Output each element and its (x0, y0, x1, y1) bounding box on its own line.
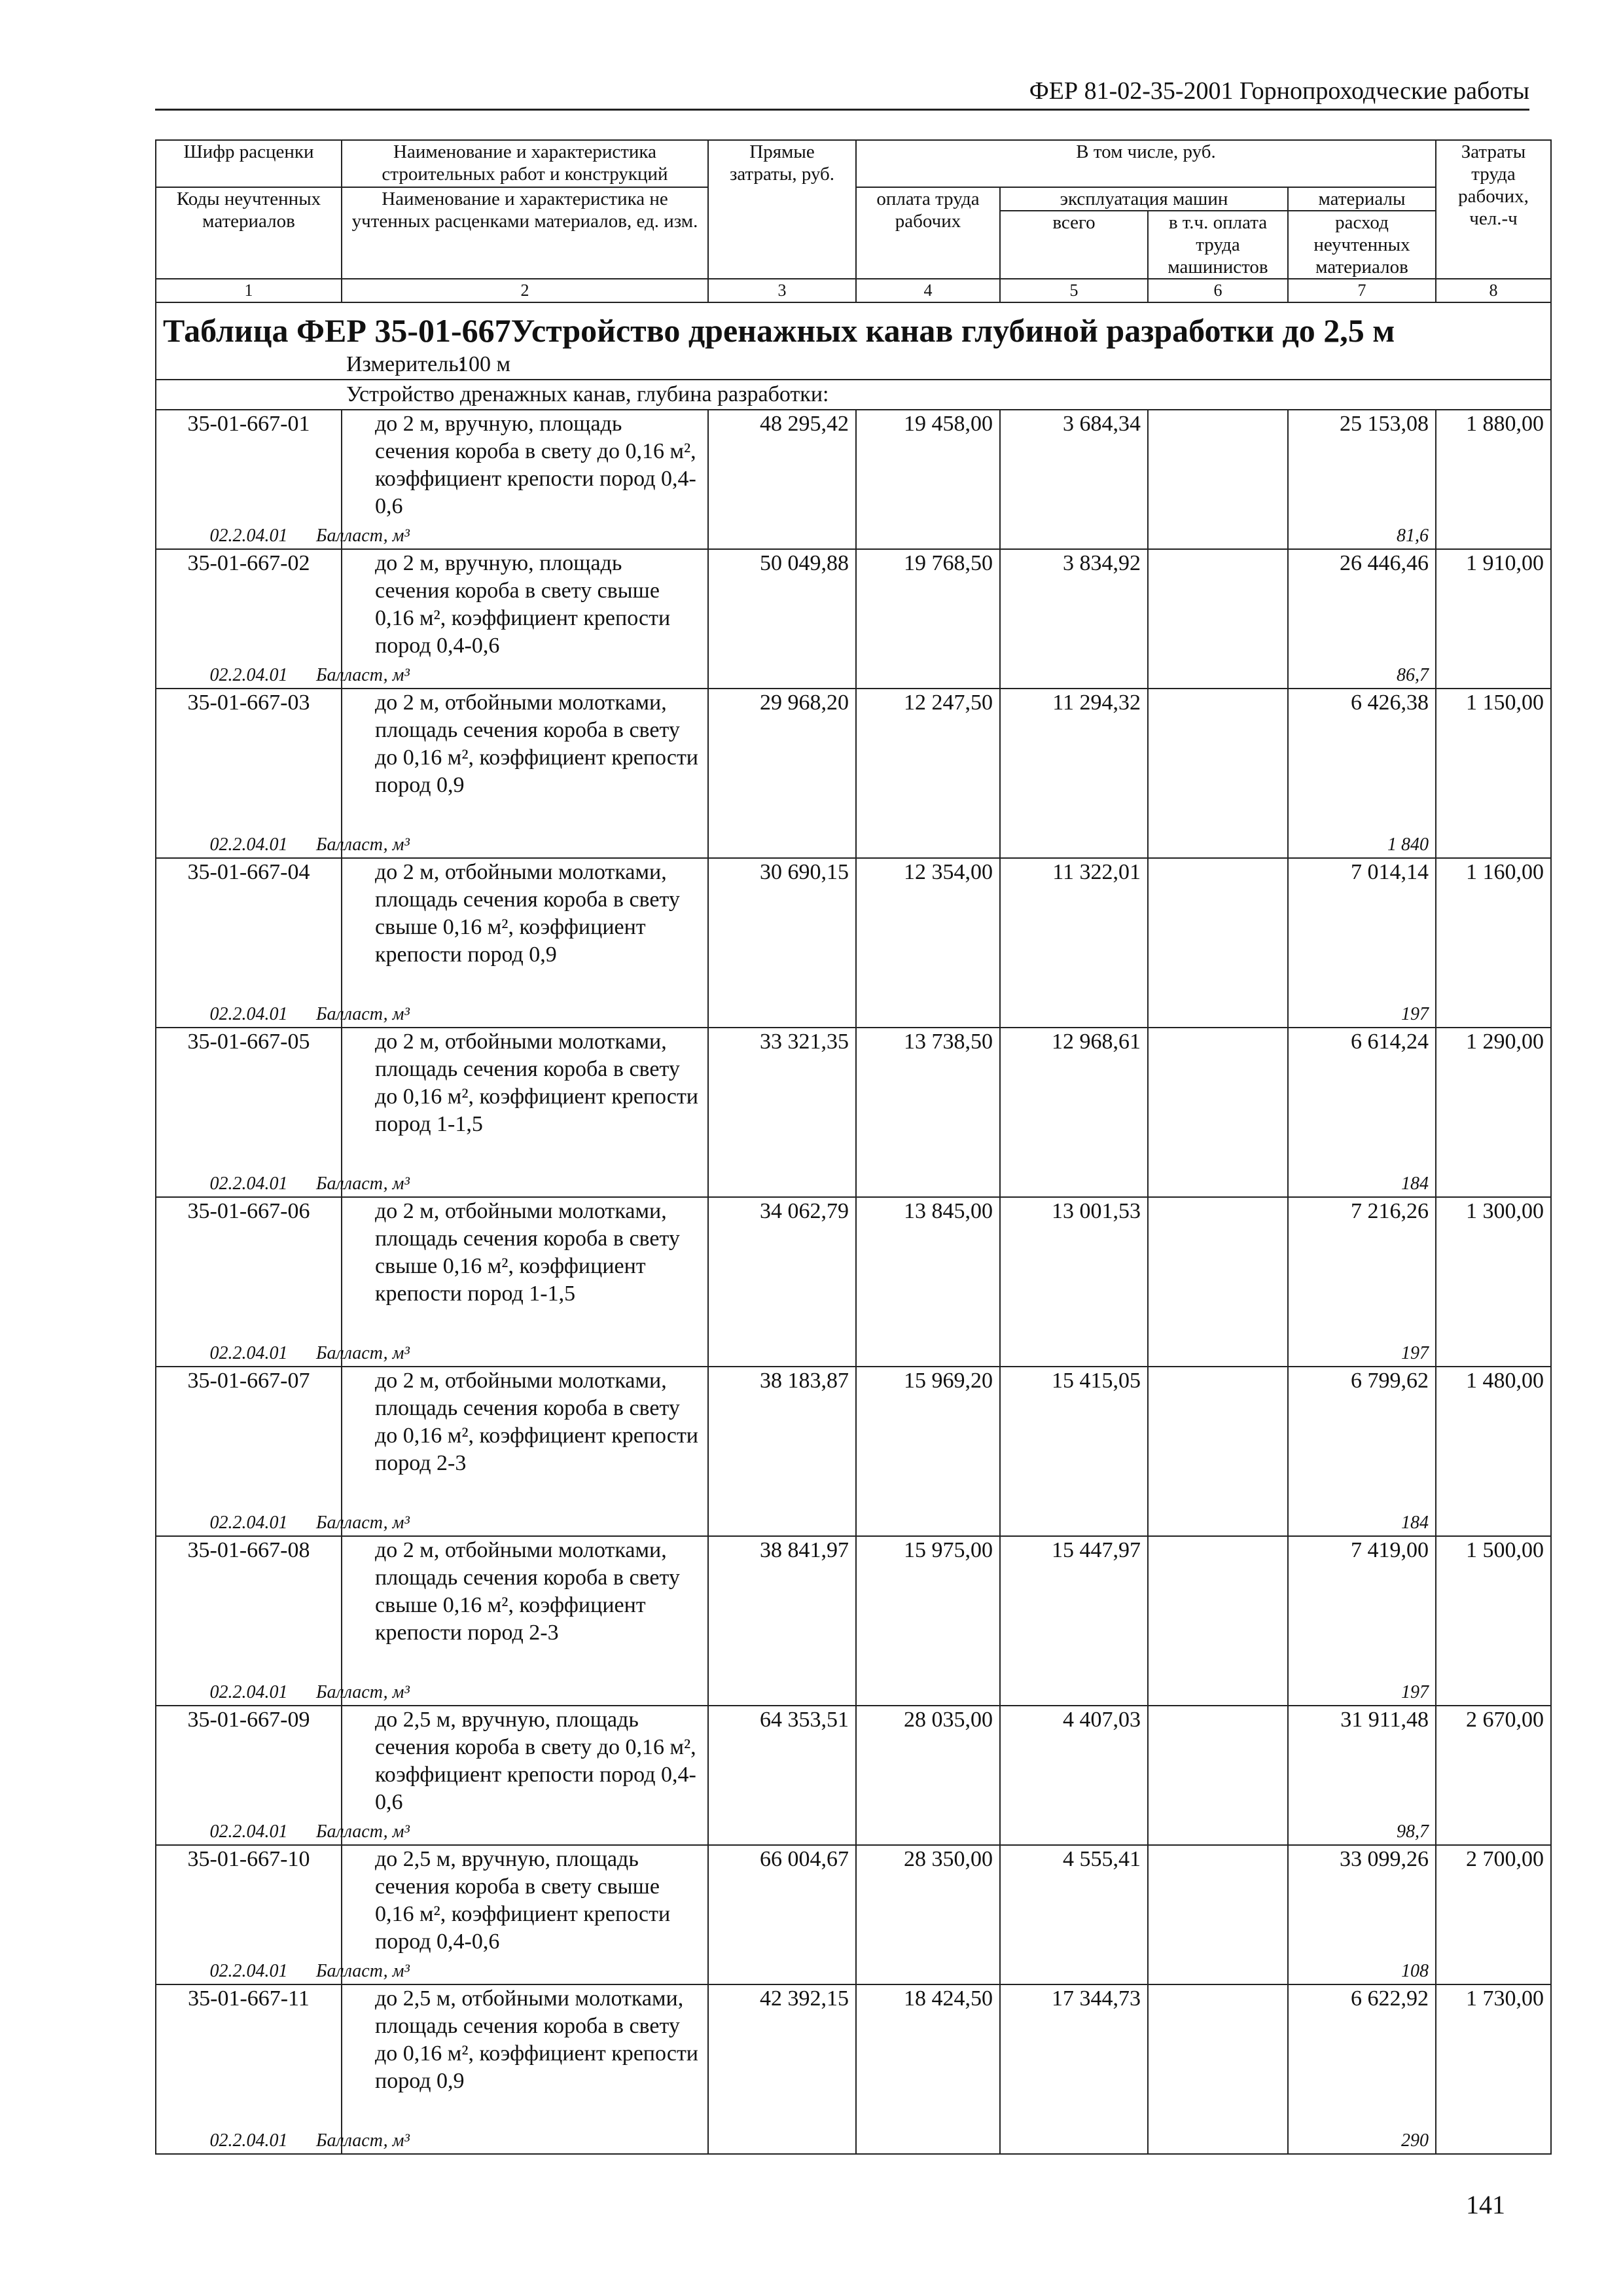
material-quantity: 81,6 (1397, 526, 1429, 546)
machines-total: 11 322,01 (1000, 858, 1148, 1028)
document-title: ФЕР 81-02-35-2001 Горнопроходческие работы (1029, 77, 1529, 105)
machines-operators (1148, 689, 1288, 858)
materials-cell (1288, 1845, 1436, 1984)
labor-hours: 1 880,00 (1436, 410, 1551, 549)
materials-cell (1288, 1536, 1436, 1706)
materials-cell (1288, 689, 1436, 858)
labor-pay: 28 350,00 (856, 1845, 1000, 1984)
rate-code: 35-01-667-09 (187, 1708, 310, 1732)
rate-description-cell (316, 1028, 708, 1197)
machines-total: 13 001,53 (1000, 1197, 1148, 1367)
machines-total: 12 968,61 (1000, 1028, 1148, 1197)
table-row (156, 689, 1551, 858)
meter-row (156, 350, 1551, 380)
rate-code: 35-01-667-10 (187, 1847, 310, 1871)
rate-code-cell (156, 1706, 342, 1845)
table-row (156, 1028, 1551, 1197)
labor-hours: 1 160,00 (1436, 858, 1551, 1028)
materials-cell (1288, 549, 1436, 689)
material-code: 02.2.04.01 (209, 1961, 288, 1981)
labor-pay: 19 458,00 (856, 410, 1000, 549)
col-name-top: Наименование и характеристика строительных работ и конструкций (342, 140, 708, 187)
labor-pay: 18 424,50 (856, 1984, 1000, 2154)
material-name: Балласт, м³ (316, 1682, 410, 1702)
rate-description: до 2 м, отбойными молотками, площадь сечения короба в свету до 0,16 м², коэффициент крепости пород 1-1,5 (375, 1030, 698, 1136)
labor-hours: 1 480,00 (1436, 1367, 1551, 1536)
rate-code-cell (156, 1367, 342, 1536)
material-code: 02.2.04.01 (209, 526, 288, 546)
col-number: 1 (156, 279, 342, 302)
rate-description: до 2 м, вручную, площадь сечения короба в свету до 0,16 м², коэффициент крепости пород 0,4-0,6 (375, 412, 696, 518)
labor-hours: 1 300,00 (1436, 1197, 1551, 1367)
machines-operators (1148, 1197, 1288, 1367)
material-code: 02.2.04.01 (209, 2130, 288, 2151)
material-name: Балласт, м³ (316, 665, 410, 685)
table-title-row (156, 302, 1551, 350)
machines-total: 17 344,73 (1000, 1984, 1148, 2154)
materials-cell (1288, 1197, 1436, 1367)
rate-description: до 2 м, отбойными молотками, площадь сечения короба в свету свыше 0,16 м², коэффициент крепости пород 2-3 (375, 1538, 680, 1645)
rate-code: 35-01-667-04 (187, 860, 310, 884)
machines-operators (1148, 1984, 1288, 2154)
direct-cost: 34 062,79 (708, 1197, 856, 1367)
machines-total: 11 294,32 (1000, 689, 1148, 858)
rate-description-cell (316, 1367, 708, 1536)
column-numbers-row (156, 279, 1551, 302)
material-code: 02.2.04.01 (209, 1174, 288, 1194)
rate-description: до 2,5 м, отбойными молотками, площадь сечения короба в свету до 0,16 м², коэффициент крепости пород 0,9 (375, 1986, 698, 2093)
direct-cost: 38 841,97 (708, 1536, 856, 1706)
materials-cost: 6 426,38 (1351, 691, 1429, 715)
rate-code-cell (156, 689, 342, 858)
col-machines-total: всего (1000, 211, 1148, 279)
labor-pay: 19 768,50 (856, 549, 1000, 689)
rate-description-cell (316, 1845, 708, 1984)
direct-cost: 30 690,15 (708, 858, 856, 1028)
material-quantity: 86,7 (1397, 665, 1429, 685)
table-row (156, 1984, 1551, 2154)
direct-cost: 64 353,51 (708, 1706, 856, 1845)
materials-cell (1288, 1706, 1436, 1845)
labor-pay: 15 975,00 (856, 1536, 1000, 1706)
labor-pay: 13 845,00 (856, 1197, 1000, 1367)
material-name: Балласт, м³ (316, 1821, 410, 1842)
labor-hours: 1 730,00 (1436, 1984, 1551, 2154)
machines-total: 3 684,34 (1000, 410, 1148, 549)
table-row (156, 549, 1551, 689)
materials-cost: 7 216,26 (1351, 1199, 1429, 1223)
meter (156, 350, 1551, 380)
material-code: 02.2.04.01 (209, 665, 288, 685)
direct-cost: 50 049,88 (708, 549, 856, 689)
col-number: 3 (708, 279, 856, 302)
rate-code-cell (156, 410, 342, 549)
col-materials-unaccounted: расход неучтенных материалов (1288, 211, 1436, 279)
material-name: Балласт, м³ (316, 1004, 410, 1024)
materials-cell (1288, 410, 1436, 549)
material-quantity: 98,7 (1397, 1821, 1429, 1842)
materials-cost: 33 099,26 (1340, 1847, 1429, 1871)
table-row (156, 858, 1551, 1028)
machines-operators (1148, 1845, 1288, 1984)
col-number: 7 (1288, 279, 1436, 302)
material-name: Балласт, м³ (316, 1174, 410, 1194)
rate-description-cell (316, 410, 708, 549)
table-row (156, 1845, 1551, 1984)
materials-cost: 26 446,46 (1340, 551, 1429, 575)
col-incl: В том числе, руб. (856, 140, 1436, 187)
rate-code-cell (156, 1845, 342, 1984)
rate-code: 35-01-667-07 (187, 1369, 310, 1393)
col-number: 8 (1436, 279, 1551, 302)
col-number: 2 (342, 279, 708, 302)
table-row (156, 1536, 1551, 1706)
rate-code-cell (156, 858, 342, 1028)
material-quantity: 1 840 (1387, 834, 1429, 855)
machines-total: 3 834,92 (1000, 549, 1148, 689)
rate-code: 35-01-667-06 (187, 1199, 310, 1223)
material-quantity: 184 (1401, 1174, 1429, 1194)
table-title (156, 302, 1551, 350)
direct-cost: 42 392,15 (708, 1984, 856, 2154)
rate-description: до 2,5 м, вручную, площадь сечения короба в свету свыше 0,16 м², коэффициент крепости пород 0,4-0,6 (375, 1847, 671, 1954)
material-code: 02.2.04.01 (209, 1343, 288, 1363)
labor-pay: 12 247,50 (856, 689, 1000, 858)
machines-operators (1148, 1536, 1288, 1706)
machines-operators (1148, 549, 1288, 689)
col-machines-operators: в т.ч. оплата труда машинистов (1148, 211, 1288, 279)
material-code: 02.2.04.01 (209, 1513, 288, 1533)
materials-cost: 25 153,08 (1340, 412, 1429, 436)
material-quantity: 197 (1401, 1682, 1429, 1702)
meter-label: Измеритель: (346, 352, 465, 376)
material-name: Балласт, м³ (316, 1513, 410, 1533)
machines-operators (1148, 858, 1288, 1028)
rate-code: 35-01-667-02 (187, 551, 310, 575)
col-labor-pay: оплата труда рабочих (856, 187, 1000, 279)
machines-total: 4 555,41 (1000, 1845, 1148, 1984)
material-quantity: 290 (1401, 2130, 1429, 2151)
machines-operators (1148, 410, 1288, 549)
rate-description: до 2 м, отбойными молотками, площадь сечения короба в свету свыше 0,16 м², коэффициент крепости пород 0,9 (375, 860, 680, 967)
labor-hours: 2 700,00 (1436, 1845, 1551, 1984)
meter-value: 100 м (457, 352, 511, 376)
col-labor-cost: Затраты труда рабочих, чел.-ч (1436, 140, 1551, 279)
rate-code: 35-01-667-08 (187, 1538, 310, 1562)
materials-cost: 7 419,00 (1351, 1538, 1429, 1562)
rate-code-cell (156, 1536, 342, 1706)
material-name: Балласт, м³ (316, 834, 410, 855)
rate-code-cell (156, 1028, 342, 1197)
material-quantity: 197 (1401, 1004, 1429, 1024)
material-code: 02.2.04.01 (209, 1821, 288, 1842)
machines-total: 4 407,03 (1000, 1706, 1148, 1845)
rate-code-cell (156, 1984, 342, 2154)
machines-operators (1148, 1367, 1288, 1536)
material-code: 02.2.04.01 (209, 1682, 288, 1702)
table-row (156, 1706, 1551, 1845)
labor-hours: 1 150,00 (1436, 689, 1551, 858)
rate-description-cell (316, 689, 708, 858)
machines-total: 15 415,05 (1000, 1367, 1148, 1536)
labor-pay: 13 738,50 (856, 1028, 1000, 1197)
header-row-1 (156, 140, 1551, 187)
col-machines: эксплуатация машин (1000, 187, 1288, 211)
col-name-bottom: Наименование и характеристика не учтенных расценками материалов, ед. изм. (342, 187, 708, 279)
labor-pay: 12 354,00 (856, 858, 1000, 1028)
rate-code: 35-01-667-11 (188, 1986, 310, 2011)
table-row (156, 410, 1551, 549)
labor-hours: 2 670,00 (1436, 1706, 1551, 1845)
machines-operators (1148, 1028, 1288, 1197)
machines-operators (1148, 1706, 1288, 1845)
rate-description: до 2 м, отбойными молотками, площадь сечения короба в свету свыше 0,16 м², коэффициент крепости пород 1-1,5 (375, 1199, 680, 1306)
materials-cost: 31 911,48 (1340, 1708, 1429, 1732)
rate-description-cell (316, 1984, 708, 2154)
materials-cell (1288, 1984, 1436, 2154)
col-number: 4 (856, 279, 1000, 302)
subheading: Устройство дренажных канав, глубина разработки: (156, 380, 1551, 410)
rate-description: до 2 м, отбойными молотками, площадь сечения короба в свету до 0,16 м², коэффициент крепости пород 2-3 (375, 1369, 698, 1475)
col-number: 5 (1000, 279, 1148, 302)
labor-pay: 28 035,00 (856, 1706, 1000, 1845)
material-quantity: 197 (1401, 1343, 1429, 1363)
subheading-row (156, 380, 1551, 410)
labor-hours: 1 910,00 (1436, 549, 1551, 689)
materials-cost: 6 799,62 (1351, 1369, 1429, 1393)
rate-description-cell (316, 1536, 708, 1706)
materials-cost: 6 614,24 (1351, 1030, 1429, 1054)
col-direct: Прямые затраты, руб. (708, 140, 856, 279)
materials-cost: 6 622,92 (1351, 1986, 1429, 2011)
direct-cost: 48 295,42 (708, 410, 856, 549)
rate-description: до 2 м, вручную, площадь сечения короба в свету свыше 0,16 м², коэффициент крепости пород 0,4-0,6 (375, 551, 671, 658)
labor-hours: 1 290,00 (1436, 1028, 1551, 1197)
rate-code: 35-01-667-03 (187, 691, 310, 715)
table-row (156, 1197, 1551, 1367)
labor-pay: 15 969,20 (856, 1367, 1000, 1536)
page-header (155, 73, 1529, 111)
direct-cost: 66 004,67 (708, 1845, 856, 1984)
direct-cost: 33 321,35 (708, 1028, 856, 1197)
rate-code: 35-01-667-05 (187, 1030, 310, 1054)
col-materials: материалы (1288, 187, 1436, 211)
rate-description-cell (316, 1706, 708, 1845)
page-number: 141 (1466, 2190, 1505, 2219)
col-code-bottom: Коды неучтенных материалов (156, 187, 342, 279)
rate-description-cell (316, 1197, 708, 1367)
col-number: 6 (1148, 279, 1288, 302)
rate-description-cell (316, 549, 708, 689)
materials-cost: 7 014,14 (1351, 860, 1429, 884)
materials-cell (1288, 858, 1436, 1028)
material-quantity: 184 (1401, 1513, 1429, 1533)
rates-table (155, 139, 1552, 2155)
material-name: Балласт, м³ (316, 1961, 410, 1981)
rate-description: до 2 м, отбойными молотками, площадь сечения короба в свету до 0,16 м², коэффициент крепости пород 0,9 (375, 691, 698, 797)
materials-cell (1288, 1367, 1436, 1536)
rate-description: до 2,5 м, вручную, площадь сечения короба в свету до 0,16 м², коэффициент крепости пород 0,4-0,6 (375, 1708, 696, 1814)
material-name: Балласт, м³ (316, 526, 410, 546)
col-code-top: Шифр расценки (156, 140, 342, 187)
table-row (156, 1367, 1551, 1536)
materials-cell (1288, 1028, 1436, 1197)
rate-code: 35-01-667-01 (187, 412, 310, 436)
direct-cost: 29 968,20 (708, 689, 856, 858)
rate-code-cell (156, 1197, 342, 1367)
machines-total: 15 447,97 (1000, 1536, 1148, 1706)
table-title-code: Таблица ФЕР 35-01-667 (163, 312, 511, 349)
material-code: 02.2.04.01 (209, 1004, 288, 1024)
material-name: Балласт, м³ (316, 1343, 410, 1363)
direct-cost: 38 183,87 (708, 1367, 856, 1536)
material-quantity: 108 (1401, 1961, 1429, 1981)
rate-code-cell (156, 549, 342, 689)
table-title-name: Устройство дренажных канав глубиной разработки до 2,5 м (510, 312, 1395, 349)
material-code: 02.2.04.01 (209, 834, 288, 855)
material-name: Балласт, м³ (316, 2130, 410, 2151)
rate-description-cell (316, 858, 708, 1028)
labor-hours: 1 500,00 (1436, 1536, 1551, 1706)
